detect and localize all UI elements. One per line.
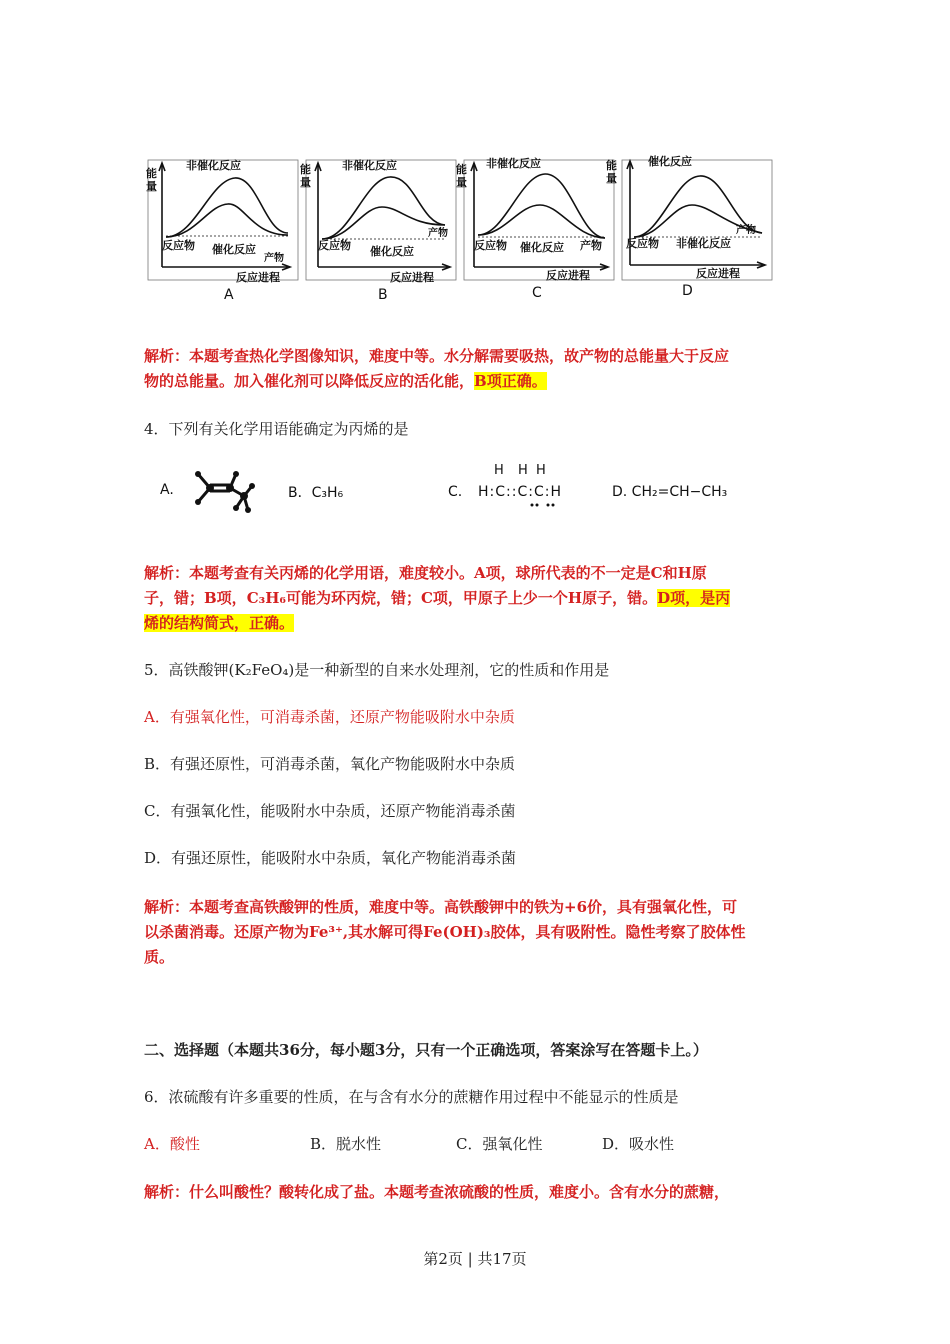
q4-analysis-line2-text-b: 可能为环丙烷，错；C项，甲原子上少一个H原子，错。 <box>285 589 658 607</box>
q4-analysis-line2 <box>144 586 730 610</box>
panel-b-right-label: 产物 <box>428 228 448 239</box>
q5-analysis-line2-c: 胶体，具有吸附性。隐性考察了胶体性 <box>490 923 746 941</box>
q5-analysis-line2-a: 以杀菌消毒。还原产物为 <box>144 923 310 941</box>
panel-a-letter: A <box>224 287 234 303</box>
q5-analysis-ion: Fe³⁺ <box>309 923 343 941</box>
q4-option-b: B．C₃H₆ <box>288 485 344 501</box>
q5-analysis-compound: Fe(OH)₃ <box>423 923 491 941</box>
panel-c-y-axis-label: 能量 <box>456 163 467 189</box>
q4-option-d: D. CH₂=CH−CH₃ <box>612 484 728 500</box>
q5-stem-formula: K₂FeO₄ <box>234 661 289 679</box>
q5-option-d: D．有强还原性，能吸附水中杂质，氧化产物能消毒杀菌 <box>144 849 517 867</box>
q6-option-c: C．强氧化性 <box>456 1135 543 1153</box>
q5-option-c: C．有强氧化性，能吸附水中杂质，还原产物能消毒杀菌 <box>144 802 516 820</box>
panel-d-letter: D <box>682 283 693 299</box>
panel-d-top-label: 催化反应 <box>648 155 692 168</box>
panel-b-graph <box>306 160 456 280</box>
q4-answer-highlight-cont: 烯的结构简式，正确。 <box>144 614 295 632</box>
q6-option-b: B．脱水性 <box>310 1135 382 1153</box>
q5-stem-a: 5．高铁酸钾( <box>144 661 235 679</box>
q5-stem-b: )是一种新型的自来水处理剂，它的性质和作用是 <box>288 661 610 679</box>
q6-option-a: A．酸性 <box>144 1135 200 1153</box>
panel-a-left-label: 反应物 <box>162 239 195 252</box>
q5-analysis-line2 <box>144 920 746 944</box>
q5-stem <box>144 658 609 682</box>
panel-c-top-label: 非催化反应 <box>486 157 541 170</box>
panel-d-left-label: 反应物 <box>626 237 659 250</box>
q4-analysis-line2-text-a: 子，错；B项， <box>144 589 247 607</box>
q5-option-a: A．有强氧化性，可消毒杀菌，还原产物能吸附水中杂质 <box>144 708 515 726</box>
panel-d-y-axis-label: 能量 <box>606 159 617 185</box>
q6-stem: 6．浓硫酸有许多重要的性质，在与含有水分的蔗糖作用过程中不能显示的性质是 <box>144 1088 679 1106</box>
q6-analysis-line1: 解析：什么叫酸性？酸转化成了盐。本题考查浓硫酸的性质，难度小。含有水分的蔗糖， <box>144 1183 730 1201</box>
panel-c-mid-label: 催化反应 <box>520 241 564 254</box>
q3-answer-highlight: B项正确。 <box>474 372 547 390</box>
panel-b-letter: B <box>378 287 388 303</box>
q4-answer-highlight: D项，是丙 <box>657 589 731 607</box>
panel-c-x-label: 反应进程 <box>546 269 590 282</box>
q4-option-c-label: C. <box>448 484 463 500</box>
q4-analysis-line1: 解析：本题考查有关丙烯的化学用语，难度较小。A项，球所代表的不一定是C和H原 <box>144 564 707 582</box>
q3-analysis-line1: 解析：本题考查热化学图像知识，难度中等。水分解需要吸热，故产物的总能量大于反应 <box>144 347 730 365</box>
panel-a-y-axis-label: 能量 <box>146 167 157 193</box>
panel-b-y-axis-label: 能量 <box>300 163 311 189</box>
q4-analysis-formula: C₃H₆ <box>246 589 286 607</box>
panel-c-right-label: 产物 <box>580 239 602 252</box>
q5-analysis-line2-b: ,其水解可得 <box>342 923 424 941</box>
q4-option-c-top-h: H H H <box>494 463 548 478</box>
q4-analysis-line3 <box>144 611 294 635</box>
q4-option-c-electron-formula: H:C::C:C:H <box>478 484 562 500</box>
panel-c-left-label: 反应物 <box>474 239 507 252</box>
panel-c-letter: C <box>532 285 542 301</box>
panel-d-mid-label: 非催化反应 <box>676 237 731 250</box>
panel-a-mid-label: 催化反应 <box>212 243 256 256</box>
energy-diagram-figure <box>140 145 780 310</box>
q6-option-d: D．吸水性 <box>602 1135 675 1153</box>
q5-analysis-line1: 解析：本题考查高铁酸钾的性质，难度中等。高铁酸钾中的铁为+6价，具有强氧化性，可 <box>144 898 738 916</box>
panel-a-top-label: 非催化反应 <box>186 159 241 172</box>
q3-analysis-line2-text: 物的总能量。加入催化剂可以降低反应的活化能， <box>144 372 475 390</box>
panel-a-x-label: 反应进程 <box>236 271 280 284</box>
panel-d-x-label: 反应进程 <box>696 267 740 280</box>
q4-ball-stick-model <box>186 466 258 516</box>
panel-b-top-label: 非催化反应 <box>342 159 397 172</box>
panel-b-mid-label: 催化反应 <box>370 245 414 258</box>
panel-a-right-label: 产物 <box>264 253 284 264</box>
panel-d-right-label: 产物 <box>736 225 756 236</box>
page-footer: 第2页 | 共17页 <box>423 1250 527 1268</box>
q3-analysis-line2 <box>144 369 547 393</box>
panel-b-left-label: 反应物 <box>318 239 351 252</box>
q4-stem: 4．下列有关化学用语能确定为丙烯的是 <box>144 420 409 438</box>
q5-analysis-line3: 质。 <box>144 948 175 966</box>
panel-d-graph <box>622 160 772 280</box>
q4-option-a-label: A. <box>160 482 174 498</box>
panel-c-graph <box>464 160 614 280</box>
q5-option-b: B．有强还原性，可消毒杀菌，氧化产物能吸附水中杂质 <box>144 755 516 773</box>
q4-option-c-dots <box>528 502 558 510</box>
section2-heading: 二、选择题（本题共36分，每小题3分，只有一个正确选项，答案涂写在答题卡上。） <box>144 1041 708 1059</box>
panel-b-x-label: 反应进程 <box>390 271 434 284</box>
